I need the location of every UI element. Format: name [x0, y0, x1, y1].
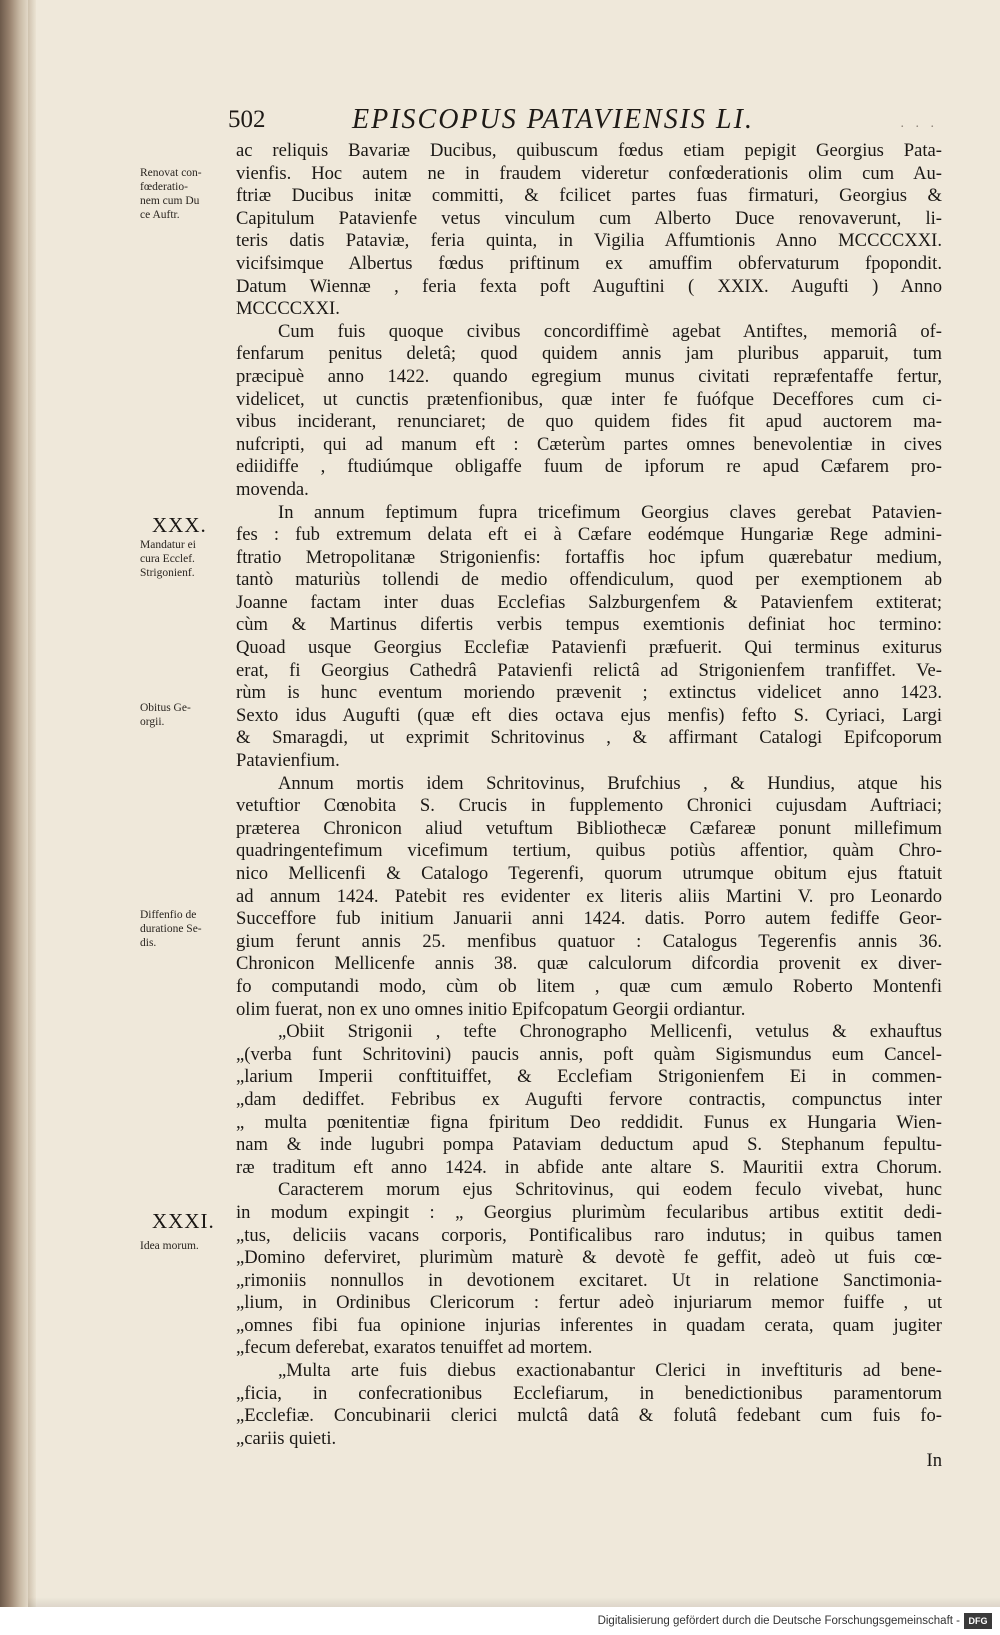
section-number-xxxi: XXXI.	[152, 1209, 215, 1233]
text-line: „ficia, in confecrationibus Ecclefiarum, in benedictionibus paramentorum	[236, 1382, 942, 1404]
text-line: ftratio Metropolitanæ Strigonienfis: fortaffis hoc ipfum quærebatur medium,	[236, 546, 942, 568]
text-line: „rimoniis nonnullos in devotionem excitaret. Ut in relatione Sanctimonia-	[236, 1269, 942, 1291]
text-line: ediidiffe , ftudiúmque obligaffe fuum de ipforum re apud Cæfarem pro-	[236, 456, 942, 478]
text-line: „(verba funt Schritovini) paucis annis, poft quàm Sigismundus eum Cancel-	[236, 1043, 942, 1065]
catchword: In	[926, 1450, 942, 1472]
margin-note-line: fœderatio-	[140, 181, 188, 193]
text-line: Succeffore fub initium Januarii anni 1424. datis. Porro autem fediffe Geor-	[236, 908, 942, 930]
text-line: Chronicon Mellicenfe annis 38. quæ calculorum difcordia provenit ex diver-	[236, 953, 942, 975]
text-line: fenfarum penitus deletâ; quod quidem annis jam pluribus apparuit, tum	[236, 343, 942, 365]
text-line: nufcripti, qui ad manum eft : Cæterùm partes omnes benevolentiæ in cives	[236, 433, 942, 455]
text-line: cùm & Martinus difertis verbis tempus exemtionis definiat hoc termino:	[236, 614, 942, 636]
text-line: vicifsimque Albertus fœdus priftinum ex amuffim obfervaturum fpopondit.	[236, 252, 942, 274]
running-head: EPISCOPUS PATAVIENSIS LI.	[352, 104, 754, 135]
margin-note-line: Idea morum.	[140, 1240, 199, 1252]
text-line: vetuftior Cœnobita S. Crucis in fupplemento Chronici cujusdam Auftriaci;	[236, 795, 942, 817]
text-line: nam & inde lugubri pompa Pataviam deductum apud S. Stephanum fepultu-	[236, 1134, 942, 1156]
text-line: Patavienfium.	[236, 750, 340, 772]
text-line: ad annum 1424. Patebit res evidenter ex literis aliis Martini V. pro Leonardo	[236, 885, 942, 907]
text-line: ac reliquis Bavariæ Ducibus, quibuscum fœdus etiam pepigit Georgius Pata-	[236, 140, 942, 161]
text-line: MCCCCXXI.	[236, 298, 340, 320]
page-shadow	[28, 1597, 1000, 1607]
text-line: Capitulum Patavienfe vetus vinculum cum Alberto Duce renovaverunt, li-	[236, 207, 942, 229]
text-line: „Multa arte fuis diebus exactionabantur Clerici in inveftituris ad bene-	[278, 1360, 942, 1382]
text-line: Caracterem morum ejus Schritovinus, qui eodem feculo vivebat, hunc	[278, 1179, 942, 1201]
text-line: Quoad usque Georgius Ecclefiæ Patavienfi præfuerit. Qui terminus exiturus	[236, 637, 942, 659]
funding-notice: Digitalisierung gefördert durch die Deutsche Forschungsgemeinschaft -	[597, 1615, 960, 1627]
text-line: „Domino deferviret, plurimùm maturè & devotè fe geffit, adeò ut fuis cœ-	[236, 1247, 942, 1269]
margin-note-mandatur	[140, 538, 196, 580]
margin-note-line: Strigonienf.	[140, 567, 195, 579]
text-line: erat, fi Georgius Cathedrâ Patavienfi relictâ ad Strigonienfem tranfiffet. Ve-	[236, 659, 942, 681]
text-line: „Ecclefiæ. Concubinarii clerici mulctâ datâ & folutâ fedebant cum fuis fo-	[236, 1405, 942, 1427]
text-line: videlicet, ut cunctis prætenfionibus, quæ inter fe fuófque Deceffores cum ci-	[236, 388, 942, 410]
page-edge	[28, 0, 36, 1607]
text-line: Datum Wiennæ , feria fexta poft Auguftini ( XXIX. Augufti ) Anno	[236, 275, 942, 297]
margin-note-obitus	[140, 701, 191, 729]
text-line: Cum fuis quoque civibus concordiffimè agebat Antiftes, memoriâ of-	[278, 320, 942, 342]
text-line: „ multa pœnitentiæ figna fpiritum Deo reddidit. Funus ex Hungaria Wien-	[236, 1111, 942, 1133]
text-line: In annum feptimum fupra tricefimum Georgius claves gerebat Patavien-	[278, 501, 942, 523]
text-line: „lium, in Ordinibus Clericorum : fertur adeò injuriarum memor fuiffe , ut	[236, 1292, 942, 1314]
text-line: præcipuè anno 1422. quando egregium munus civitati repræfentaffe fertur,	[236, 365, 942, 387]
text-line: ræ traditum eft anno 1424. in abfide ante altare S. Mauritii extra Chorum.	[236, 1156, 942, 1178]
text-line: fo computandi modo, cùm ob litem , quæ cum æmulo Roberto Montenfi	[236, 975, 942, 997]
text-line: & Smaragdi, ut exprimit Schritovinus , & affirmant Catalogi Epifcoporum	[236, 727, 942, 749]
section-number-xxx: XXX.	[152, 513, 207, 537]
margin-note-line: orgii.	[140, 716, 165, 728]
text-line: Joanne factam inter duas Ecclefias Salzburgenfem & Patavienfem extiterat;	[236, 591, 942, 613]
footer-bar	[0, 1607, 1000, 1635]
text-line: tantò maturiùs tollendi de medio offendiculum, quod per exemptionem ab	[236, 569, 942, 591]
body-text	[236, 140, 942, 1473]
text-line: „dam dediffet. Febribus ex Augufti fervore contractis, compunctus inter	[236, 1088, 942, 1110]
margin-note-dissensio	[140, 908, 202, 950]
text-line: vienfis. Hoc autem ne in fraudem videretur confœderationis olim cum Au-	[236, 162, 942, 184]
page-header	[228, 106, 958, 140]
text-line: „larium Imperii conftituiffet, & Ecclefiam Strigonienfem Ei in commen-	[236, 1066, 942, 1088]
header-dots: . . .	[900, 116, 938, 131]
margin-note-line: cura Ecclef.	[140, 553, 195, 565]
text-line: gium ferunt annis 25. menfibus quatuor : Catalogus Tegerenfis annis 36.	[236, 930, 942, 952]
page-number: 502	[228, 106, 266, 133]
text-line: in modum expingit : „ Georgius plurimùm fecularibus artibus extitit dedi-	[236, 1201, 942, 1223]
text-line: ftriæ Ducibus initæ committi, & fcilicet partes fuas firmaturi, Georgius &	[236, 185, 942, 207]
text-line: „omnes fibi fua opinione injurias inferentes in quadam cerata, quam jugiter	[236, 1314, 942, 1336]
margin-note-line: duratione Se-	[140, 923, 202, 935]
text-line: „cariis quieti.	[236, 1427, 337, 1449]
text-line: nico Mellicenfi & Catalogo Tegerenfi, quorum utrumque obitum ejus ftatuit	[236, 863, 942, 884]
margin-note-line: dis.	[140, 937, 157, 949]
text-line: rùm is hunc eventum moriendo prævenit ; extinctus videlicet anno 1423.	[236, 682, 942, 704]
margin-note-line: Obitus Ge-	[140, 702, 191, 714]
text-line: Annum mortis idem Schritovinus, Brufchius , & Hundius, atque his	[278, 772, 942, 794]
text-line: fes : fub extremum delata eft ei à Cæfare eodémque Hungariæ Rege admini-	[236, 524, 942, 546]
margin-note-line: Diffenfio de	[140, 909, 197, 921]
text-line: teris datis Pataviæ, feria quinta, in Vigilia Affumtionis Anno MCCCCXXI.	[236, 230, 942, 252]
text-line: præterea Chronicon aliud vetuftum Bibliothecæ Cæfareæ ponunt millefimum	[236, 817, 942, 839]
margin-note-line: Renovat con-	[140, 167, 202, 179]
margin-note-line: Mandatur ei	[140, 539, 196, 551]
margin-note-line: ce Auftr.	[140, 209, 180, 221]
text-line: „tus, deliciis vacans corporis, Pontificalibus raro indutus; in quibus tamen	[236, 1224, 942, 1246]
margin-note-idea	[140, 1239, 199, 1253]
margin-note-line: nem cum Du	[140, 195, 200, 207]
text-line: „fecum deferebat, exaratos tenuiffet ad mortem.	[236, 1337, 593, 1359]
book-spine	[0, 0, 28, 1607]
margin-note-renovat	[140, 166, 202, 222]
text-line: vibus inciderant, renunciaret; de quo quidem fides fit apud auctorem ma-	[236, 411, 942, 433]
dfg-logo: DFG	[964, 1613, 992, 1629]
text-line: quadringentefimum vicefimum tertium, quibus potiùs affentior, quàm Chro-	[236, 840, 942, 862]
text-line: Sexto idus Augufti (quæ eft dies octava ejus menfis) fefto S. Cyriaci, Largi	[236, 704, 942, 726]
text-line: olim fuerat, non ex uno omnes initio Epifcopatum Georgii ordiantur.	[236, 998, 746, 1020]
text-line: movenda.	[236, 478, 309, 500]
text-line: „Obiit Strigonii , tefte Chronographo Mellicenfi, vetulus & exhauftus	[278, 1021, 942, 1043]
